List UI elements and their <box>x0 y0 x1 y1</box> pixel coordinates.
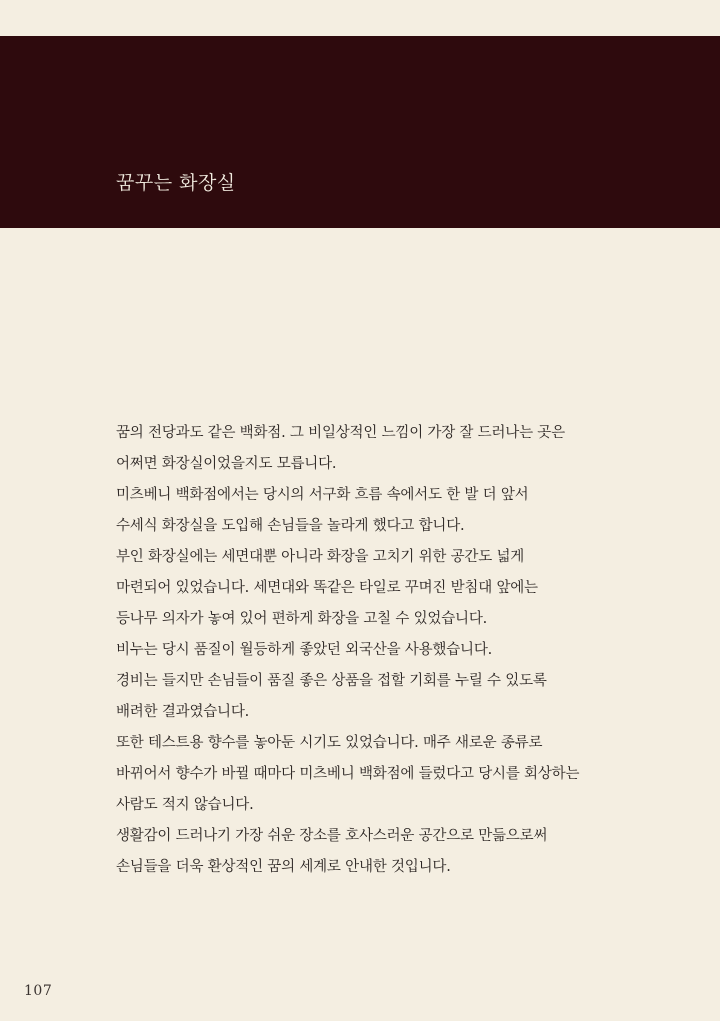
body-line: 꿈의 전당과도 같은 백화점. 그 비일상적인 느낌이 가장 잘 드러나는 곳은 <box>116 425 565 441</box>
chapter-header-band <box>0 36 720 228</box>
body-line: 부인 화장실에는 세면대뿐 아니라 화장을 고치기 위한 공간도 넓게 <box>116 549 525 565</box>
body-line: 수세식 화장실을 도입해 손님들을 놀라게 했다고 합니다. <box>116 518 465 534</box>
body-line: 어쩌면 화장실이었을지도 모릅니다. <box>116 456 337 472</box>
body-line: 경비는 들지만 손님들이 품질 좋은 상품을 접할 기회를 누릴 수 있도록 <box>116 673 547 689</box>
body-line: 생활감이 드러나기 가장 쉬운 장소를 호사스러운 공간으로 만듦으로써 <box>116 828 548 844</box>
body-line: 또한 테스트용 향수를 놓아둔 시기도 있었습니다. 매주 새로운 종류로 <box>116 735 543 751</box>
body-line: 사람도 적지 않습니다. <box>116 797 254 813</box>
body-line: 배려한 결과였습니다. <box>116 704 250 720</box>
body-line: 미츠베니 백화점에서는 당시의 서구화 흐름 속에서도 한 발 더 앞서 <box>116 487 529 503</box>
body-line: 등나무 의자가 놓여 있어 편하게 화장을 고칠 수 있었습니다. <box>116 611 488 627</box>
body-text <box>116 418 616 883</box>
chapter-title: 꿈꾸는 화장실 <box>116 172 236 194</box>
body-line: 마련되어 있었습니다. 세면대와 똑같은 타일로 꾸며진 받침대 앞에는 <box>116 580 538 596</box>
body-line: 손님들을 더욱 환상적인 꿈의 세계로 안내한 것입니다. <box>116 859 451 875</box>
body-line: 바뀌어서 향수가 바뀔 때마다 미츠베니 백화점에 들렀다고 당시를 회상하는 <box>116 766 580 782</box>
page-number: 107 <box>24 983 53 999</box>
body-line: 비누는 당시 품질이 월등하게 좋았던 외국산을 사용했습니다. <box>116 642 493 658</box>
